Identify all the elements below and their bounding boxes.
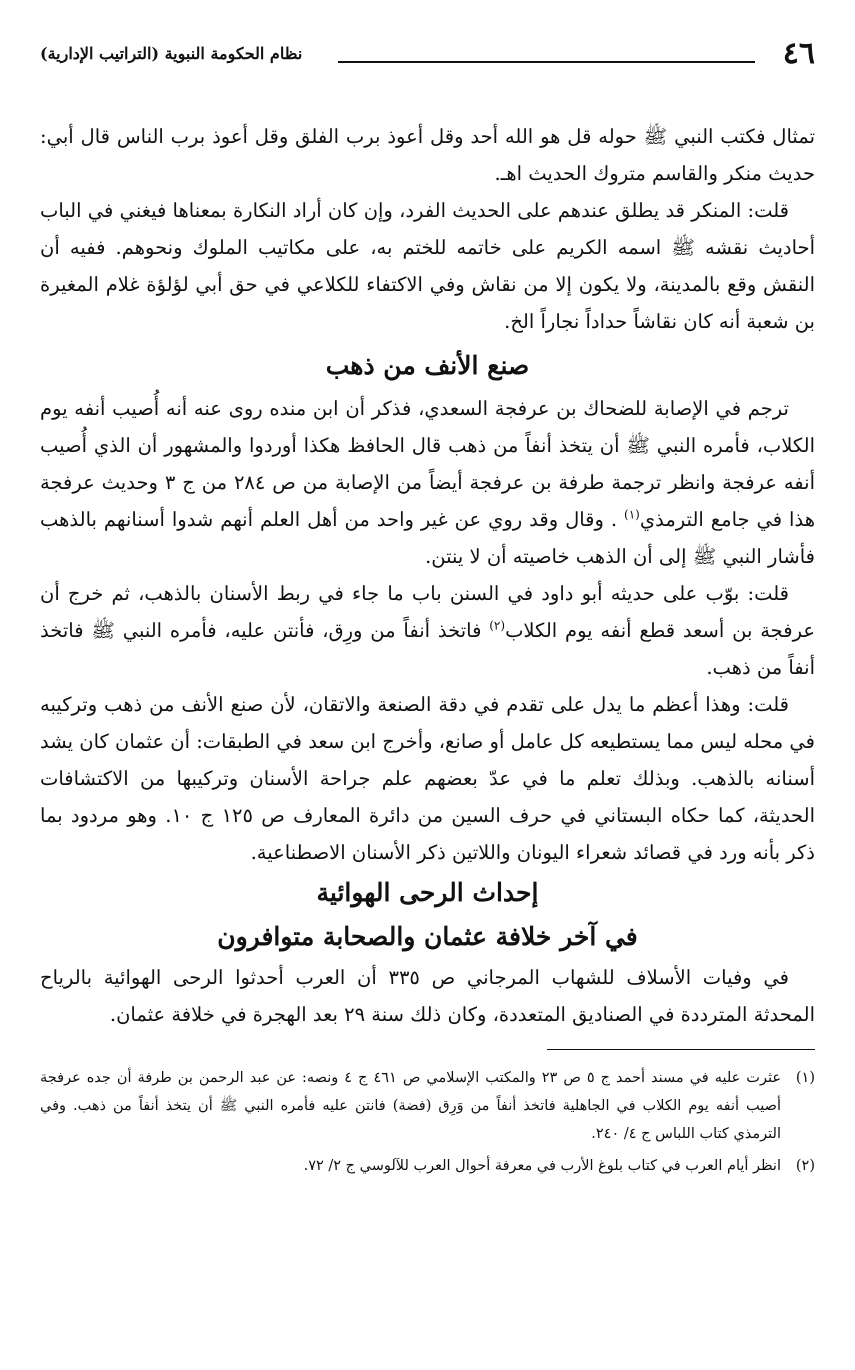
paragraph-abu-dawud [40,575,815,686]
paragraph-isaba [40,390,815,575]
paragraph-abu-dawud-text-cont: فاتخذ أنفاً من ورِق، فأنتن عليه، فأمره النبي ﷺ فاتخذ أنفاً من ذهب. [40,619,815,679]
paragraph-continuation: تمثال فكتب النبي ﷺ حوله قل هو الله أحد وقل أعوذ برب الفلق وقل أعوذ برب الناس قال أبي: حديث منكر والقاسم متروك الحديث اهـ. [40,125,815,185]
paragraph-craftsmanship: قلت: وهذا أعظم ما يدل على تقدم في دقة الصنعة والاتقان، لأن صنع الأنف من ذهب وتركيبه في محله ليس مما يستطيعه كل عامل أو صانع، وأخرج ابن سعد في الطبقات: أن عثمان كان يشد أسنانه بالذهب. وبذلك تعلم ما في عدّ بعضهم علم جراحة الأسنان وتركيبها من الاكتشافات الحديثة، كما حكاه البستاني في حرف السين من دائرة المعارف ص ١٢٥ ج ١٠. وهو مردود بما ذكر بأنه ورد في قصائد شعراء اليونان واللاتين ذكر الأسنان الاصطناعية. [40,693,816,864]
running-head [40,34,815,74]
book-title: نظام الحكومة النبوية (التراتيب الإدارية) [40,44,303,63]
paragraph-abu-dawud-text: قلت: بوّب على حديثه أبو داود في السنن باب ما جاء في ربط الأسنان بالذهب، ثم خرج أن عرفجة بن أسعد قطع أنفه يوم الكلاب [40,582,815,642]
paragraph-note-munkar: قلت: المنكر قد يطلق عندهم على الحديث الفرد، وإن كان أراد النكارة بمعناها فيغني في الباب أحاديث نقشه ﷺ اسمه الكريم على خاتمه للختم به، على مكاتيب الملوك ونحوهم. ففيه أن النقش وقع بالمدينة، ولا يكون إلا من نقاش وفي الاكتفاء للكلاعي في حق أبي لؤلؤة غلام المغيرة بن شعبة أنه كان نقاشاً حداداً نجاراً الخ. [40,199,815,333]
paragraph-isaba-text: ترجم في الإصابة للضحاك بن عرفجة السعدي، فذكر أن ابن منده روى عنه أنه أُصيب أنفه يوم الكلاب، فأمره النبي ﷺ أن يتخذ أنفاً من ذهب قال الحافظ هكذا أوردوا والمشهور أن الذي أُصيب أنفه عرفجة وانظر ترجمة طرفة بن عرفجة أيضاً من الإصابة من ص ٢٨٤ من ج ٣ وحديث عرفجة هذا في جامع الترمذي [40,397,815,531]
page-number: ٤٦ [782,36,815,71]
section-heading-wind-mills: إحداث الرحى الهوائية [316,878,539,907]
footnote-1 [40,1064,815,1148]
footnote-ref-2[interactable]: (٢) [489,618,506,633]
footnote-separator [547,1049,815,1050]
header-rule [338,61,755,63]
main-text [40,118,815,1033]
paragraph-wind-mills: في وفيات الأسلاف للشهاب المرجاني ص ٣٣٥ أن العرب أحدثوا الرحى الهوائية بالرياح المحدثة المترددة في الصناديق المتعددة، وكان ذلك سنة ٢٩ بعد الهجرة في خلافة عثمان. [40,966,815,1026]
footnote-number: (١) [795,1070,815,1086]
book-page [40,34,815,1184]
footnote-text: عثرت عليه في مسند أحمد ج ٥ ص ٢٣ والمكتب الإسلامي ص ٤٦١ ج ٤ ونصه: عن عبد الرحمن بن طرفة أن جده عرفجة أصيب أنفه يوم الكلاب في الجاهلية فاتخذ أنفاً من وَرِق (فضة) فانتن عليه فأمره النبي ﷺ أن يتخذ أنفاً من ذهب. وفي الترمذي كتاب اللباس ج ٤/ ٢٤٠. [40,1070,781,1142]
footnote-2 [40,1152,815,1180]
footnote-number: (٢) [795,1158,815,1174]
section-heading-gold-nose: صنع الأنف من ذهب [325,351,530,380]
footnote-text: انظر أيام العرب في كتاب بلوغ الأرب في معرفة أحوال العرب للآلوسي ج ٢/ ٧٢. [303,1158,781,1174]
section-subheading-uthman: في آخر خلافة عثمان والصحابة متوافرون [217,922,638,951]
footnotes [40,1064,815,1180]
paragraph-isaba-text-cont: . وقال وقد روي عن غير واحد من أهل العلم أنهم شدوا أسنانهم بالذهب فأشار النبي ﷺ إلى أن الذهب خاصيته أن لا ينتن. [40,508,815,568]
footnote-ref-1[interactable]: (١) [624,507,640,522]
